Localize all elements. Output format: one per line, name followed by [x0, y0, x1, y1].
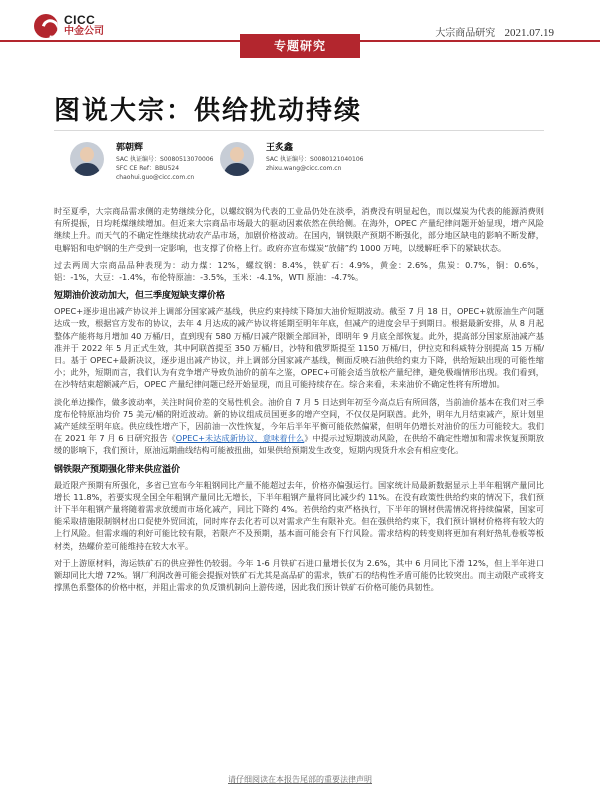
page-footer: [0, 774, 600, 785]
cicc-logo-icon: [34, 14, 58, 38]
report-type: 大宗商品研究: [435, 28, 496, 39]
report-meta: [435, 24, 554, 39]
steel-paragraph-1: 最近限产预期有所强化，多省已宣布今年粗钢同比产量不能超过去年，价格亦偏强运行。国家统计局最新数据显示上半年粗钢产量同比增长 11.8%，若要实现全国全年粗钢产量同比无增长，下半年粗钢产量将同比减少约 11%。在没有政策性供给约束的情况下，我们预计下半年粗钢产量将随着需求放缓而市场化减产，同比下降约 4%。若供给约束严格执行，下半年的钢材供需情况将持续偏紧，国家可能采取措施限制钢材出口促使外贸回流，同时库存去化若可以对需求产生有限补充。但在强供给约束下，我们预计钢材价格将有较大的上行风险。但需求端的利好可能比较有限，若限产不及预期，基本面可能会有下行风险。需求结构的转变则将更加有利好热轧卷板等板材类，热螺价差可能维持在较大水平。: [54, 479, 544, 551]
author-sac: SAC 执证编号：S0080513070006: [116, 156, 214, 163]
author-card: [220, 142, 363, 176]
logo-chinese: 中金公司: [64, 26, 104, 37]
performance-paragraph: 过去两周大宗商品品种表现为：动力煤：12%，螺纹钢：8.4%，铁矿石：4.9%，黄金：2.6%，焦炭：0.7%，铜：0.6%，铝：-1%，大豆：-1.4%，布伦特原油：-3.5%，玉米：-4.1%，WTI 原油：-4.7%。: [54, 259, 544, 283]
oil-paragraph-2: [54, 396, 544, 457]
legal-notice[interactable]: 请仔细阅读在本报告尾部的重要法律声明: [228, 775, 372, 784]
section-heading-oil: 短期油价波动加大，但三季度短缺支撑价格: [54, 291, 226, 302]
author-sfc: SFC CE Ref：BBU524: [116, 165, 180, 172]
oil-paragraph-2-text: 淡化单边操作，做多波动率，关注时间价差的交易性机会。油价自 7 月 5 日达到年初至今高点后有所回落，当前油价基本在我们对三季度布伦特原油均价 75 美元/桶的附近波动。新的协议组成员国更多的增产空间，不仅仅是阿联酋。此外，明年九月结束减产，原计划里减产延续至明年底。供应线性增产下，因前油一次性恢复，今年后半年平衡可能依然偏紧，但明年仍增长对油价的压力可能较大。我们在 2021 年 7 月 6 日研究报告《: [54, 396, 544, 444]
oil-paragraph-2-text-end: 》中提示过短期波动风险，在供给不确定性增加和需求恢复预期放缓的影响下，我们预计，原油远期曲线结构可能被扭曲，如果供给预期发生改变，短期内现货升水会有相应变化。: [54, 433, 544, 456]
title-divider: [54, 130, 544, 131]
steel-paragraph-2: 对于上游原材料，海运铁矿石的供应弹性仍较弱。今年 1-6 月铁矿石进口量增长仅为 2.6%，其中 6 月同比下滑 12%，但上半年进口额却同比大增 72%。钢厂利润改善可能会提振对铁矿石尤其是高品矿的需求，铁矿石的结构性矛盾可能仍比较突出。而主动限产或将支撑黑色系整体的价格中枢，并阻止需求的负反馈机制向上游传递，因此我们预计铁矿石价格可能仍具韧性。: [54, 557, 544, 593]
section-heading-steel: 钢铁限产预期强化带来供应溢价: [54, 464, 181, 475]
author-avatar: [220, 142, 254, 176]
author-email[interactable]: chaohui.guo@cicc.com.cn: [116, 174, 195, 181]
cicc-logo: [34, 14, 104, 38]
logo-english: CICC: [64, 13, 96, 27]
report-link[interactable]: OPEC+未达成新协议，意味着什么: [175, 433, 305, 444]
author-email[interactable]: zhixu.wang@cicc.com.cn: [266, 165, 342, 172]
author-name: 郭朝辉: [116, 143, 144, 153]
author-sac: SAC 执证编号：S0080121040106: [266, 156, 364, 163]
intro-paragraph: 时至夏季，大宗商品需求侧的走势继续分化，以螺纹钢为代表的工业品仍处在淡季，消费没有明显起色，而以煤炭为代表的能源消费则有所提振，日均耗煤继续增加。但近来大宗商品市场最大的驱动因素依然在供给侧。在海外，OPEC 产量纪律问题开始显现，增产风险继续上升。而天气的不确定性继续扰动农产品市场，加剧价格波动。在国内，钢铁限产预期不断强化，部分地区缺电的影响不断发酵，电解铝和电炉钢的生产受到一定影响，也支撑了价格上行。政府亦宣布煤炭“放储”约 1000 万吨，以缓解旺季下的紧缺状态。: [54, 206, 544, 253]
oil-paragraph-1: OPEC+逐步退出减产协议并上调部分国家减产基线，供应约束持续下降加大油价短期波动。截至 7 月 18 日，OPEC+就原油生产问题达成一致，根据官方发布的协议，去年 4 月达成的减产协议将延期至明年年底，但减产的进度会早于到期日。根据最新安排，从 8 月起整体产能将每月增加 40 万桶/日，直到现有 580 万桶/日减产限额全部回补，即明年 9 月底全部恢复。此外，提高部分国家原油减产基准并于 2022 年 5 月正式生效，其中阿联酋提至 350 万桶/日，沙特和俄罗斯提至 1150 万桶/日，伊拉克和科威特分别提高 15 万桶/日。基于 OPEC+最新决议，逐步退出减产协议，并上调部分国家减产基线，侧面反映石油供给约束力下降，供给短缺出现的可能性缩小；此外，短期而言，我们认为有竞争增产导致负油价的前车之鉴，OPEC+可能会适当放松产量纪律，避免极端情形出现。我们看到，在沙特结束超额减产后，OPEC 产量纪律问题已经开始显现，而且可能持续存在。综合来看，未来油价不确定性将有所增加。: [54, 306, 544, 390]
page-title: 图说大宗：供给扰动持续: [54, 96, 363, 126]
report-category-banner: 专题研究: [240, 34, 360, 58]
author-card: [70, 142, 213, 182]
report-body: [54, 205, 544, 598]
author-name: 王炙鑫: [266, 143, 294, 153]
author-avatar: [70, 142, 104, 176]
report-date: 2021.07.19: [504, 27, 554, 39]
